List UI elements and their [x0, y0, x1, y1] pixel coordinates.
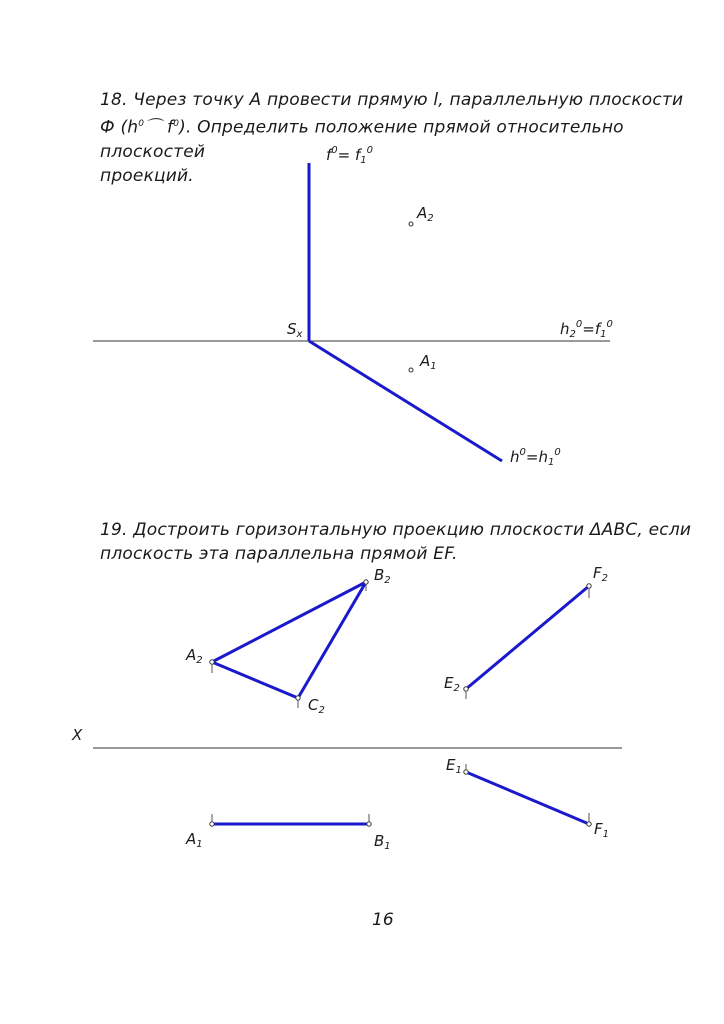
label-a1-seg: $A_1$ — [186, 830, 203, 850]
label-x-axis: X — [72, 726, 83, 744]
task18-line2-start: Ф (h — [100, 117, 139, 138]
segment-e1f1 — [466, 772, 589, 824]
tick-marks — [212, 584, 589, 822]
label-a1: $A_1$ — [420, 352, 437, 372]
task19-line2: плоскость эта параллельна прямой EF. — [100, 544, 458, 564]
page-number: 16 — [372, 910, 394, 930]
task18-line2-rest: ). Определить положение прямой относительно плоскостей — [100, 117, 624, 162]
segment-a2c2 — [212, 662, 298, 698]
segment-e2f2 — [466, 586, 589, 689]
point-c2 — [296, 696, 300, 700]
point-e1 — [464, 770, 468, 774]
point-f1 — [587, 822, 591, 826]
label-b1: $B_1$ — [374, 832, 391, 852]
point-b2 — [364, 580, 368, 584]
point-markers — [210, 580, 591, 826]
label-a2: $A_2$ — [417, 204, 434, 224]
label-a2-tri: $A_2$ — [186, 646, 203, 666]
task18-line2-cap: ⌒ — [144, 117, 162, 138]
point-a2 — [409, 222, 413, 226]
label-e2: $E_2$ — [444, 674, 460, 694]
trace-h0-line — [309, 341, 502, 461]
task18-line3: проекций. — [100, 165, 194, 186]
label-h0: $h^0=h_1^0$ — [510, 447, 561, 468]
label-c2: $C_2$ — [308, 696, 325, 716]
task18-line2-f: f — [167, 117, 174, 138]
point-f2 — [587, 584, 591, 588]
label-h2: $h_2^0=f_1^0$ — [560, 319, 613, 340]
label-f2: $F_2$ — [593, 564, 609, 584]
point-e2 — [464, 687, 468, 691]
label-f1: $F_1$ — [594, 820, 610, 840]
label-f-top: $f^0= f_1^0$ — [326, 145, 374, 166]
point-a1-seg — [210, 822, 214, 826]
label-b2: $B_2$ — [374, 566, 391, 586]
task18-line2-sup1: 0 — [138, 119, 145, 129]
point-b1 — [367, 822, 371, 826]
label-e1: $E_1$ — [446, 756, 462, 776]
task19-line1: 19. Достроить горизонтальную проекцию плоскости ΔАВС, если — [100, 520, 692, 540]
point-a1 — [409, 368, 413, 372]
label-sx: $S_x$ — [287, 320, 303, 340]
task18-line1: 18. Через точку А провести прямую l, параллельную плоскости — [100, 90, 684, 110]
task18-line2-sup2: 0 — [173, 119, 180, 129]
point-a2-tri — [210, 660, 214, 664]
